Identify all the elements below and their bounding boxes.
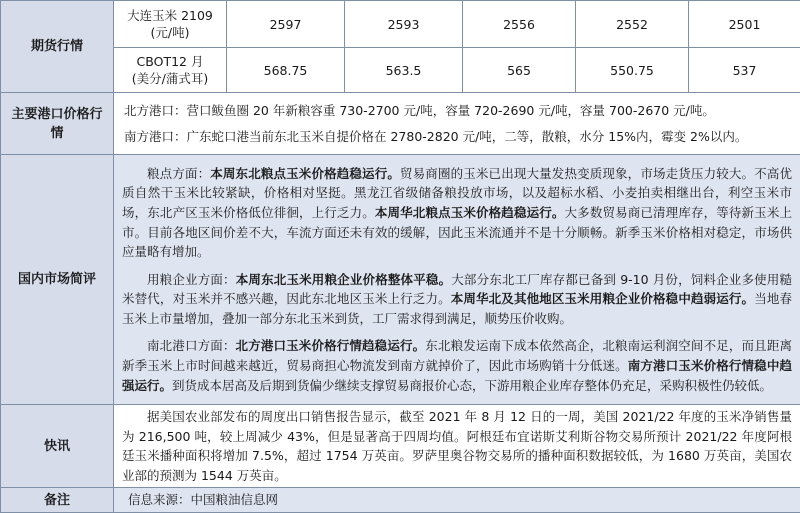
segment-bold: 本周华北及其他地区玉米用粮企业价格稳中趋弱运行。	[450, 291, 755, 307]
review-feed-enterprise	[122, 270, 792, 329]
futures-value: 550.75	[576, 48, 689, 93]
segment-text: 用粮企业方面：	[147, 271, 236, 287]
segment-text: 大多数贸易商已清理库存，等待新玉米上市。目前各地区间价差不大，车流方面还未有效的缓解，因此玉米流通并不是十分顺畅。新季玉米价格相对稳定，市场供应量略有增加。	[122, 204, 792, 260]
futures-name-cbot	[114, 48, 227, 93]
futures-row-cbot	[1, 48, 800, 93]
segment-text: 东北粮发运南下成本依然高企，北粮南运利润空间不足，而且距离新季玉米上市时间越来越近，贸易商担心物流发到南方就掉价了，因此市场购销十分低迷。	[122, 338, 792, 374]
review-content	[114, 155, 800, 405]
note-row	[1, 488, 800, 513]
review-label: 国内市场简评	[1, 155, 114, 405]
futures-value: 537	[689, 48, 800, 93]
futures-value: 2593	[345, 1, 463, 48]
futures-value: 2501	[689, 1, 800, 48]
futures-name-dalian	[114, 1, 227, 48]
futures-value: 2552	[576, 1, 689, 48]
south-port-text: 南方港口：广东蛇口港当前东北玉米自提价格在 2780-2820 元/吨，二等，散粮，水分 15%内，霉变 2%以内。	[124, 128, 748, 144]
segment-bold: 北方港口玉米价格行情趋稳运行。	[235, 338, 426, 354]
segment-text: 贸易商圈的玉米已出现大量发热变质现象，市场走货压力较大。不高优质自然干玉米比较紧缺，价格相对坚挺。黑龙江省级储备粮投放市场，以及超标水稻、小麦拍卖相继出台，利空玉米市场，东北产区玉米价格低位徘徊，上行乏力。	[122, 165, 792, 220]
futures-label: 期货行情	[1, 1, 114, 93]
futures-row-dalian	[1, 1, 800, 48]
ports-content	[114, 93, 800, 155]
review-row	[1, 155, 800, 405]
futures-name-line1: 大连玉米 2109	[127, 8, 213, 23]
futures-value: 568.75	[227, 48, 345, 93]
source-text: 信息来源：中国粮油信息网	[114, 488, 800, 513]
news-label: 快讯	[1, 405, 114, 488]
futures-name-line1: CBOT12 月	[136, 54, 204, 69]
news-text: 据美国农业部发布的周度出口销售报告显示，截至 2021 年 8 月 12 日的一周，美国 2021/22 年度的玉米净销售量为 216,500 吨，较上周减少 43%，但是显著高于四周均值。阿根廷布宜诺斯艾利斯谷物交易所预计 2021/22 年度阿根廷玉米播种面积将增加 7.5%，超过 1754 万英亩。罗萨里奥谷物交易所的播种面积数据较低，为 1680 万英亩，美国农业部的预测为 1544 万英亩。	[122, 409, 792, 483]
news-row	[1, 405, 800, 488]
segment-text: 南北港口方面：	[147, 338, 236, 354]
ports-label: 主要港口价格行情	[1, 93, 114, 155]
segment-bold: 本周东北玉米用粮企业价格整体平稳。	[235, 271, 452, 287]
segment-text: 粮点方面：	[147, 165, 211, 181]
ports-row	[1, 93, 800, 155]
segment-bold: 本周东北粮点玉米价格趋稳运行。	[210, 165, 400, 181]
segment-text: 当地春玉米上市量增加，叠加一部分东北玉米到货，工厂需求得到满足，顺势压价收购。	[122, 291, 792, 326]
futures-name-line2: (元/吨)	[150, 25, 190, 40]
review-south-port	[122, 336, 792, 395]
note-label: 备注	[1, 488, 114, 513]
segment-text: 大部分东北工厂库存都已备到 9-10 月份，饲料企业多使用糙米替代，对玉米并不感兴趣，因此东北地区玉米上行乏力。	[122, 271, 792, 307]
segment-bold: 南方港口玉米价格行情稳中趋强运行。	[122, 358, 792, 393]
segment-bold: 本周华北粮点玉米价格趋稳运行。	[374, 204, 565, 220]
futures-value: 2597	[227, 1, 345, 48]
futures-name-line2: (美分/蒲式耳)	[131, 71, 209, 86]
futures-value: 563.5	[345, 48, 463, 93]
review-grain-point	[122, 164, 792, 262]
north-port-text: 北方港口：营口鲅鱼圈 20 年新粮容重 730-2700 元/吨，容量 720-2690 元/吨，容量 700-2670 元/吨。	[124, 102, 715, 118]
futures-value: 2556	[463, 1, 576, 48]
segment-text: 到货成本居高及后期到货偏少继续支撑贸易商报价心态，下游用粮企业库存整体仍充足，采购积极性仍较低。	[172, 377, 773, 393]
futures-value: 565	[463, 48, 576, 93]
news-content	[114, 405, 800, 488]
